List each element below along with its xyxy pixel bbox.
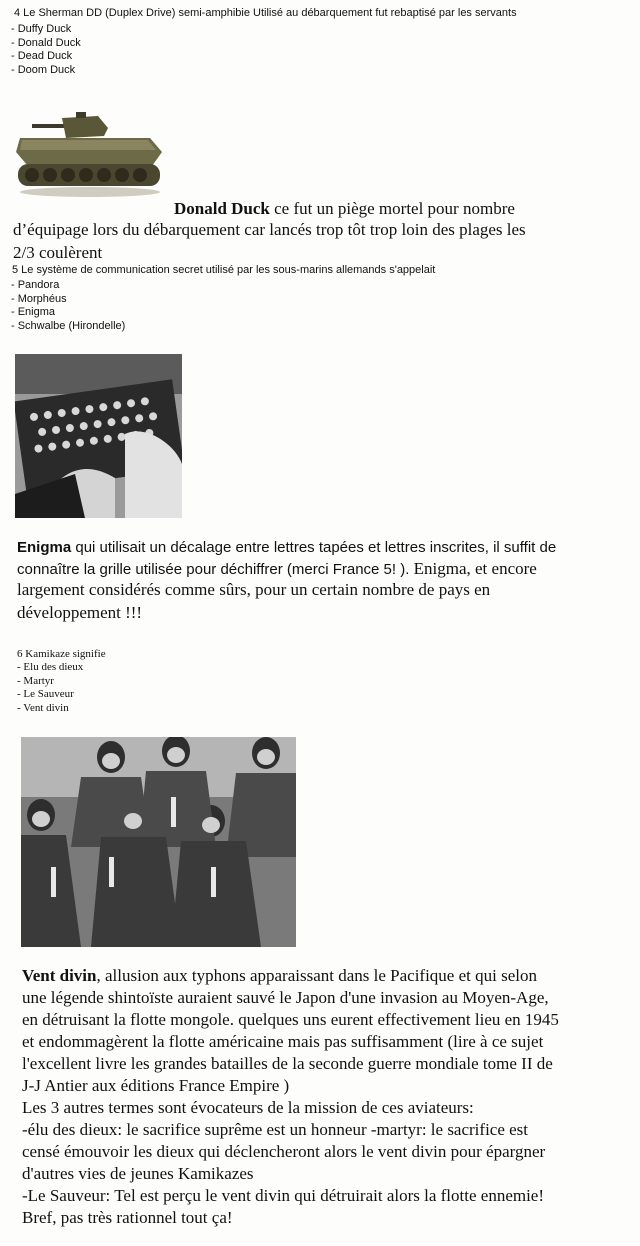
question-4-options bbox=[11, 23, 81, 77]
answer-5-line-1: Enigma qui utilisait un décalage entre lettres tapées et lettres inscrites, il suffit de bbox=[17, 539, 557, 556]
answer-6-line: -élu des dieux: le sacrifice suprême est un honneur -martyr: le sacrifice est bbox=[22, 1120, 529, 1139]
option-doom-duck: - Doom Duck bbox=[11, 63, 76, 76]
sherman-tank-image bbox=[12, 108, 164, 200]
answer-5-line-3: largement considérés comme sûrs, pour un certain nombre de pays en bbox=[17, 580, 491, 599]
answer-6-line: d'autres vies de jeunes Kamikazes bbox=[22, 1164, 254, 1183]
option-pandora: - Pandora bbox=[11, 279, 60, 291]
answer-6-body bbox=[22, 988, 559, 1230]
answer-6-line: Les 3 autres termes sont évocateurs de la mission de ces aviateurs: bbox=[22, 1098, 474, 1117]
question-6-text: 6 Kamikaze signifie bbox=[17, 648, 106, 660]
answer-5-bold: Enigma bbox=[17, 539, 72, 556]
answer-6-line: -Le Sauveur: Tel est perçu le vent divin qui détruirait alors la flotte ennemie! bbox=[22, 1186, 545, 1205]
question-4-text: 4 Le Sherman DD (Duplex Drive) semi-amphibie Utilisé au débarquement fut rebaptisé par les servants bbox=[14, 7, 517, 19]
option-dead-duck: - Dead Duck bbox=[11, 50, 73, 62]
answer-6-line: et endommagèrent la flotte américaine mais pas suffisamment (lire à ce sujet bbox=[22, 1032, 544, 1051]
answer-6-line: en détruisant la flotte mongole. quelques uns eurent effectivement lieu en 1945 bbox=[22, 1010, 559, 1029]
answer-6-line: censé émouvoir les dieux qui déclencheront alors le vent divin pour épargner bbox=[22, 1142, 546, 1161]
answer-5-line-2: connaître la grille utilisée pour déchiffrer (merci France 5! ). Enigma, et encore bbox=[17, 559, 537, 578]
answer-6-line: l'excellent livre les grandes batailles de la seconde guerre mondiale tome II de bbox=[22, 1054, 553, 1073]
answer-4-line-2: d’équipage lors du débarquement car lancés trop tôt trop loin des plages les bbox=[13, 220, 526, 239]
answer-6-bold: Vent divin bbox=[22, 966, 97, 985]
question-5-text: 5 Le système de communication secret utilisé par les sous-marins allemands s'appelait bbox=[12, 264, 436, 276]
answer-5-line-4: développement !!! bbox=[17, 603, 143, 622]
option-enigma: - Enigma bbox=[11, 306, 56, 318]
option-vent-divin: - Vent divin bbox=[17, 701, 69, 714]
kamikaze-pilots-image bbox=[21, 737, 296, 947]
option-duffy-duck: - Duffy Duck bbox=[11, 23, 72, 35]
answer-4-line-3: 2/3 coulèrent bbox=[13, 243, 103, 262]
question-5-options bbox=[11, 279, 125, 333]
option-donald-duck: - Donald Duck bbox=[11, 36, 81, 49]
option-schwalbe: - Schwalbe (Hirondelle) bbox=[11, 319, 126, 332]
enigma-machine-image bbox=[15, 354, 182, 518]
option-le-sauveur: - Le Sauveur bbox=[17, 688, 74, 700]
answer-6-line: Bref, pas très rationnel tout ça! bbox=[22, 1208, 233, 1227]
option-elu-des-dieux: - Elu des dieux bbox=[17, 661, 84, 673]
question-6-options bbox=[17, 661, 83, 715]
answer-4-bold: Donald Duck bbox=[174, 199, 270, 218]
answer-4-line-1: Donald Duck ce fut un piège mortel pour nombre bbox=[174, 199, 515, 218]
answer-6-line: une légende shintoïste auraient sauvé le Japon d'une invasion au Moyen-Age, bbox=[22, 988, 549, 1007]
option-martyr: - Martyr bbox=[17, 674, 54, 687]
answer-6-line-1: Vent divin, allusion aux typhons apparaissant dans le Pacifique et qui selon bbox=[22, 966, 537, 985]
answer-6-line: J-J Antier aux éditions France Empire ) bbox=[22, 1076, 290, 1095]
option-morpheus: - Morphéus bbox=[11, 292, 67, 305]
